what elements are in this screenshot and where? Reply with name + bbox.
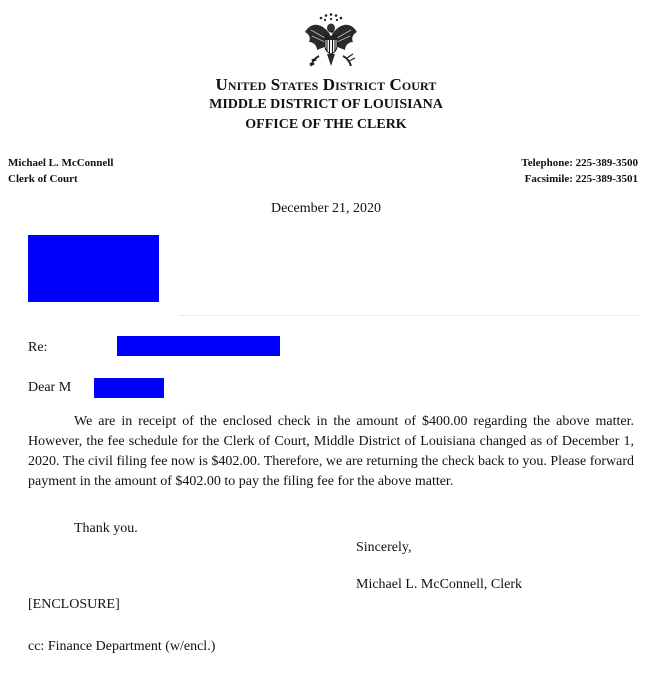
redacted-name xyxy=(94,378,164,398)
redacted-address xyxy=(28,235,159,302)
eagle-seal-icon xyxy=(303,12,359,70)
enclosure-note: [ENCLOSURE] xyxy=(28,597,120,612)
re-label: Re: xyxy=(28,340,48,355)
cc-line: cc: Finance Department (w/encl.) xyxy=(28,639,216,654)
telephone: Telephone: 225-389-3500 xyxy=(521,157,638,169)
sender-name: Michael L. McConnell xyxy=(8,157,114,169)
sender-title: Clerk of Court xyxy=(8,173,78,185)
letter-body: We are in receipt of the enclosed check in the amount of $400.00 regarding the above matter. However, the fee schedule for the Clerk of Court, Middle District of Louisiana changed as of December 1, 2020. The civil filing fee now is $402.00. Therefore, we are returning the check back to you. Please forward payment in the amount of $402.00 to pay the filing fee for the above matter. xyxy=(28,414,634,489)
closing: Sincerely, xyxy=(356,540,412,555)
redacted-subject xyxy=(117,336,280,356)
signature: Michael L. McConnell, Clerk xyxy=(356,577,523,592)
salutation: Dear M xyxy=(28,380,72,395)
contact-block xyxy=(521,155,638,187)
divider xyxy=(180,315,640,317)
letter-date: December 21, 2020 xyxy=(270,201,382,216)
thanks-line: Thank you. xyxy=(74,521,138,536)
office-title: OFFICE OF THE CLERK xyxy=(245,117,407,132)
facsimile: Facsimile: 225-389-3501 xyxy=(524,173,638,185)
district-name: MIDDLE DISTRICT OF LOUISIANA xyxy=(209,97,443,112)
court-name: United States District Court xyxy=(215,75,437,94)
sender-block xyxy=(8,155,113,187)
